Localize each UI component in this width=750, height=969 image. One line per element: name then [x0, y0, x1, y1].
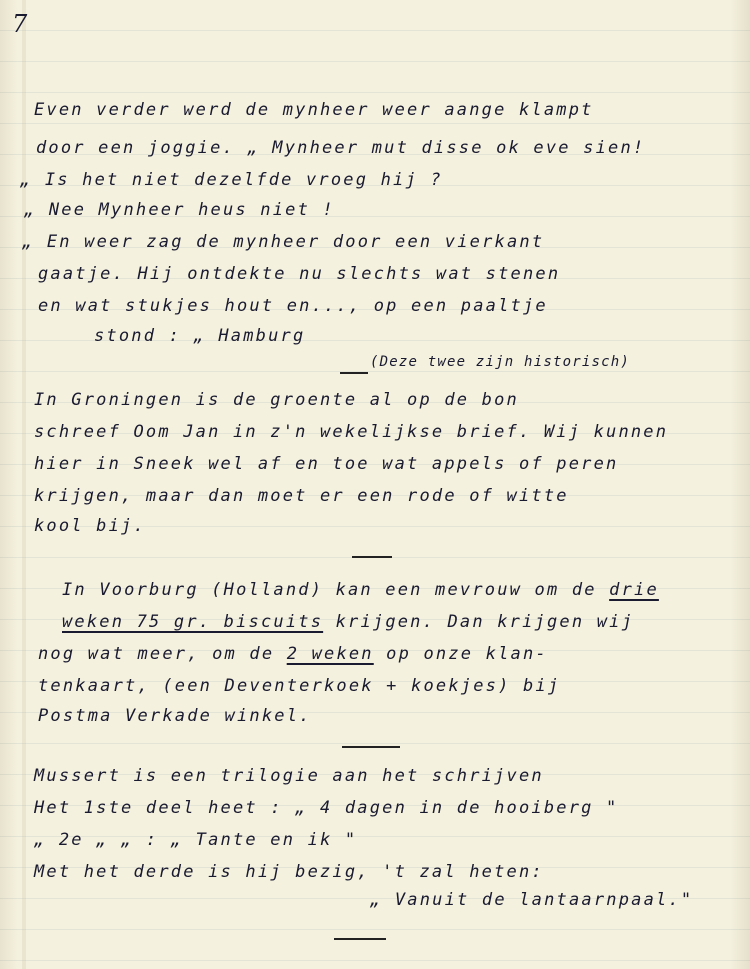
text-line: Even verder werd de mynheer weer aange klampt	[34, 100, 594, 120]
divider-short	[340, 372, 368, 374]
text-line: kool bij.	[34, 516, 146, 536]
section-divider	[342, 746, 400, 748]
margin-shadow	[22, 0, 26, 969]
text-line: door een joggie. „ Mynheer mut disse ok eve sien!	[36, 138, 646, 158]
text-line: tenkaart, (een Deventerkoek + koekjes) bij	[38, 676, 561, 696]
text-line: krijgen, maar dan moet er een rode of witte	[34, 486, 569, 506]
text-line: Mussert is een trilogie aan het schrijven	[34, 766, 544, 786]
text-segment: op onze klan-	[373, 644, 548, 664]
text-line: „ Vanuit de lantaarnpaal."	[370, 890, 694, 910]
text-line	[62, 612, 634, 632]
underlined-text: drie	[609, 580, 659, 600]
text-line	[38, 644, 548, 664]
text-line: „ En weer zag de mynheer door een vierkant	[22, 232, 545, 252]
text-line: schreef Oom Jan in z'n wekelijkse brief. Wij kunnen	[34, 422, 669, 442]
text-line: „ 2e „ „ : „ Tante en ik "	[34, 830, 358, 850]
page-number: 7	[12, 10, 28, 38]
text-line: hier in Sneek wel af en toe wat appels of peren	[34, 454, 619, 474]
text-line: gaatje. Hij ontdekte nu slechts wat stenen	[38, 264, 561, 284]
text-line: Postma Verkade winkel.	[38, 706, 312, 726]
text-segment: nog wat meer, om de	[38, 644, 287, 664]
text-line: „ Nee Mynheer heus niet !	[24, 200, 335, 220]
text-line: Het 1ste deel heet : „ 4 dagen in de hooiberg "	[34, 798, 619, 818]
text-line: Met het derde is hij bezig, 't zal heten:	[34, 862, 544, 882]
text-line: „ Is het niet dezelfde vroeg hij ?	[20, 170, 443, 190]
underlined-text: 2 weken	[286, 644, 374, 664]
margin-note: (Deze twee zijn historisch)	[370, 354, 630, 370]
section-divider	[334, 938, 386, 940]
text-line: en wat stukjes hout en..., op een paaltje	[38, 296, 548, 316]
text-segment: krijgen. Dan krijgen wij	[323, 612, 635, 632]
section-divider	[352, 556, 392, 558]
text-line: In Groningen is de groente al op de bon	[34, 390, 519, 410]
text-line	[62, 580, 659, 600]
text-segment: In Voorburg (Holland) kan een mevrouw om de	[62, 580, 610, 600]
underlined-text: weken 75 gr. biscuits	[62, 612, 324, 632]
text-line: stond : „ Hamburg	[94, 326, 306, 346]
